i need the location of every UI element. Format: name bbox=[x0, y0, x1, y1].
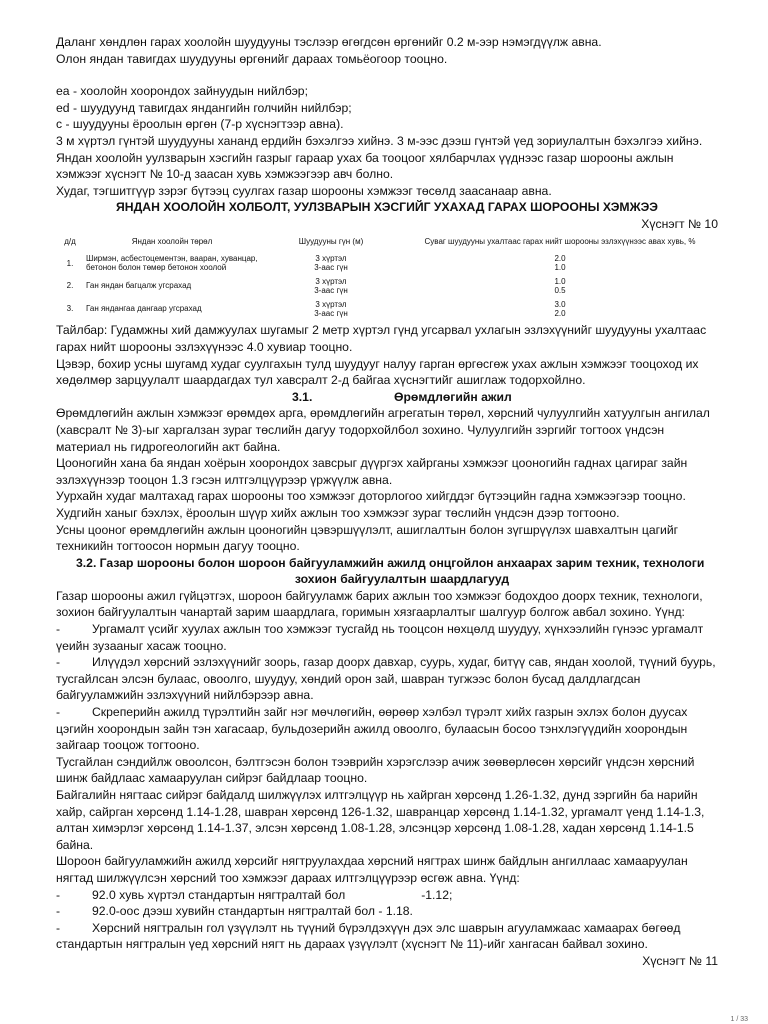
table-row bbox=[56, 298, 718, 321]
paragraph: Өрөмдлөгийн ажлын хэмжээг өрөмдөх арга, өрөмдлөгийн агрегатын төрөл, хөрсний чулуулгийн хатуулгын ангилал (хавсралт № 3)-ыг харгалзан зураг төслийн дагуу тодорхойлбол зохино. Чулуулгийн зэргийг тогтоох үндсэн материал нь гидрогеологийн акт байна. bbox=[56, 406, 710, 454]
section-number: 3.2. bbox=[76, 555, 97, 570]
list-dash: - bbox=[56, 920, 61, 935]
percent-value: 1.0 bbox=[554, 263, 566, 273]
table-number: Хүснэгт № 11 bbox=[642, 953, 718, 968]
definition-line: еа - хоолойн хоорондох зайнуудын нийлбэр; bbox=[56, 84, 308, 99]
intro-line: Олон яндан тавигдах шуудууны өргөнийг дараах томьёогоор тооцно. bbox=[56, 51, 448, 66]
spacer bbox=[56, 67, 718, 83]
list-dash: - bbox=[56, 887, 61, 902]
col-header-number: д/д bbox=[64, 236, 76, 246]
list-dash: - bbox=[56, 622, 61, 637]
paragraph: Тусгайлан сэндийлж овоолсон, бэлтгэсэн болон тээврийн хэрэгслээр ачиж зөөвөрлөсөн хөрсийг үндсэн хөрсний шинж байдлаас хамааруулан сийрэг байдлаар тооцно. bbox=[56, 754, 695, 786]
cell-depth bbox=[260, 252, 402, 275]
page-number: 1 / 33 bbox=[730, 1016, 748, 1023]
paragraph: Яндан хоолойн уулзварын хэсгийн газрыг гараар ухах ба тооцоог хялбарчлах үүднээс газар шорооны ажлын хэмжээг хүснэгт № 10-д заасан хувь хэмжээгээр авч болно. bbox=[56, 150, 674, 182]
section-heading-3-2 bbox=[56, 555, 718, 588]
paragraph: Уурхайн худаг малтахад гарах шорооны тоо хэмжээг доторлогоо хийгддэг бүтээцийн гадна хэмжээгээр тооцно. Худгийн ханыг бэхлэх, ёроолын шүүр хийх ажлын тоо хэмжээг зураг төслийн үндсэн дээр тогтооно. bbox=[56, 489, 686, 520]
depth-value: 3-аас гүн bbox=[314, 308, 348, 318]
paragraph: Шороон байгууламжийн ажилд хөрсийг нягтруулахдаа хөрсний нягтрах шинж байдлын ангиллаас хамааруулан нягтад шилжүүлсэн хөрсний тоо хэмжээг дараах илтгэлцүүрээр өсгөж авна. Үүнд: bbox=[56, 854, 688, 885]
table-row bbox=[56, 275, 718, 298]
table-title: ЯНДАН ХООЛОЙН ХОЛБОЛТ, УУЛЗВАРЫН ХЭСГИЙГ УХАХАД ГАРАХ ШОРООНЫ ХЭМЖЭЭ bbox=[116, 200, 658, 215]
col-header-depth: Шуудууны гүн (м) bbox=[298, 236, 364, 246]
cell-depth bbox=[260, 275, 402, 298]
note-paragraph: Цэвэр, бохир усны шугамд худаг суулгахын тулд шуудууг налуу гарган өргөсгөж ухах ажлын хэмжээг тооцоход их хөдөлмөр зарцуулалт шаардагдах тул хавсралт 2-д байгаа хүснэгтийг ашиглаж тодорхойлно. bbox=[56, 356, 699, 388]
depth-value: 3-аас гүн bbox=[314, 286, 348, 296]
depth-value: 3 хүртэл bbox=[315, 299, 347, 309]
list-item bbox=[56, 704, 718, 754]
table-number: Хүснэгт № 10 bbox=[641, 216, 718, 231]
col-header-percent: Суваг шуудууны ухалтаас гарах нийт шорооны эзлэхүүнээс авах хувь, % bbox=[424, 236, 696, 246]
section-title: Өрөмдлөгийн ажил bbox=[394, 389, 512, 404]
definition-line: еd - шуудуунд тавигдах яндангийн голчийн нийлбэр; bbox=[56, 100, 352, 115]
cell-number: 1. bbox=[66, 258, 74, 268]
list-item-text: Скреперийн ажилд түрэлтийн зайг нэг мөчлөгийн, өөрөөр хэлбэл түрэлт хийх газрын эхлэх болон дуусах цэгийн хоорондын зайн тэн хагасаар, бульдозерийн ажилд овоолго, булаасын босоо тэнхлэгүүдийн хоорондын зайгаар тооцож тогтооно. bbox=[56, 705, 688, 753]
soil-volume-table bbox=[56, 237, 718, 321]
cell-pipe-type: Ширмэн, асбестоцементэн, вааран, хуванцар, бетонон болон төмөр бетонон хоолой bbox=[86, 253, 258, 273]
list-item bbox=[56, 621, 718, 654]
table-header-row bbox=[56, 237, 718, 252]
cell-percent bbox=[402, 275, 718, 298]
list-dash: - bbox=[56, 904, 61, 919]
section-heading-3-1 bbox=[56, 389, 718, 406]
percent-value: 1.0 bbox=[554, 276, 566, 286]
percent-value: 3.0 bbox=[554, 299, 566, 309]
cell-percent bbox=[402, 252, 718, 275]
depth-value: 3 хүртэл bbox=[315, 253, 347, 263]
list-dash: - bbox=[56, 655, 61, 670]
section-number: 3.1. bbox=[292, 389, 313, 404]
cell-number: 2. bbox=[66, 281, 74, 291]
cell-percent bbox=[402, 298, 718, 321]
cell-number: 3. bbox=[66, 304, 74, 314]
paragraph: Усны цооног өрөмдлөгийн ажлын цооногийн цэвэршүүлэлт, ашиглалтын болон зүгшрүүлэх шавхалтын цагийг техникийн тогтоосон нормын дагуу тооцно. bbox=[56, 522, 679, 554]
percent-value: 2.0 bbox=[554, 308, 566, 318]
note-paragraph: Тайлбар: Гудамжны хий дамжуулах шугамыг 2 метр хүртэл гүнд угсарвал ухлагын эзлэхүүнийг шуудууны ухалтаас гарах нийт шорооны эзлэхүүнээс 4.0 хувиар тооцно. bbox=[56, 323, 707, 354]
section-title: Газар шорооны болон шороон байгууламжийн ажилд онцгойлон анхаарах зарим техник, технологи зохион байгуулалтын шаардлагууд bbox=[99, 555, 705, 587]
list-dash: - bbox=[56, 705, 61, 720]
cell-pipe-type: Ган яндан багцалж угсрахад bbox=[86, 281, 192, 291]
list-item-text: 92.0 хувь хүртэл стандартын нягтралтай бол bbox=[92, 887, 346, 902]
list-item-text: Илүүдэл хөрсний эзлэхүүнийг зоорь, газар доорх давхар, суурь, худаг, битүү сав, яндан хоолой, түүний буурь, тусгайлсан элсэн булаас, овоолго, шуудуу, хөндий орон зай, шавран тугжээс болон бусад далдлагдсан байгууламжийн эзлэхүүний нийлбэрээр авна. bbox=[56, 655, 716, 703]
list-item-text: Ургамалт үсийг хуулах ажлын тоо хэмжээг тусгайд нь тооцсон нөхцөлд шуудуу, хүнхээлийн гүнээс ургамалт үеийн зузааныг хасаж тооцно. bbox=[56, 622, 704, 653]
list-item bbox=[56, 654, 718, 704]
depth-value: 3-аас гүн bbox=[314, 263, 348, 273]
cell-depth bbox=[260, 298, 402, 321]
col-header-pipe-type: Яндан хоолойн төрөл bbox=[131, 236, 213, 246]
paragraph: Цооногийн хана ба яндан хоёрын хоорондох завсрыг дүүргэх хайрганы хэмжээг цооногийн гаднах цагираг зайн эзлэхүүнээр тооцон 1.3 гэсэн илтгэлцүүрээр үржүүлж авна. bbox=[56, 456, 688, 487]
list-item-value: -1.12; bbox=[421, 887, 453, 902]
paragraph: Байгалийн нягтаас сийрэг байдалд шилжүүлэх илтгэлцүүр нь хайрган хөрсөнд 1.26-1.32, дунд зэргийн ба нарийн хайр, сайрган хөрсөнд 1.14-1.28, шавран хөрсөнд 126-1.32, шавранцар хөрсөнд 1.14-1.32, ургамалт үенд 1.14-1.3, алтан химэрлэг хөрсөнд 1.14-1.37, элсэн хөрсөнд 1.08-1.28, элсэнцэр хөрсөнд 1.08-1.28, хадан хөрсөнд 1.14-1.5 байна. bbox=[56, 788, 705, 852]
percent-value: 2.0 bbox=[554, 253, 566, 263]
table-row bbox=[56, 252, 718, 275]
percent-value: 0.5 bbox=[554, 286, 566, 296]
list-item bbox=[56, 887, 718, 904]
intro-line: Даланг хөндлөн гарах хоолойн шуудууны тэслээр өгөгдсөн өргөнийг 0.2 м-ээр нэмэгдүүлж авна. bbox=[56, 35, 602, 49]
cell-pipe-type: Ган яндангаа дангаар угсрахад bbox=[86, 304, 202, 314]
definition-line: с - шуудууны ёроолын өргөн (7-р хүснэгтээр авна). bbox=[56, 117, 344, 132]
paragraph: Газар шорооны ажил гүйцэтгэх, шороон байгууламж барих ажлын тоо хэмжээг бодохдоо доорх техник, технологи, зохион байгуулалтын чанартай зарим шаардлага, горимын хязгаарлалтыг шалгуур болгож авбал зохино. Үүнд: bbox=[56, 588, 703, 620]
list-item bbox=[56, 920, 718, 953]
paragraph: Худаг, тэгшитгүүр зэрэг бүтээц суулгах газар шорооны хэмжээг төсөлд заасанаар авна. bbox=[56, 183, 552, 198]
paragraph: 3 м хүртэл гүнтэй шуудууны хананд ердийн бэхэлгээ хийнэ. 3 м-ээс дээш гүнтэй үед зориулалтын бэхэлгээ хийнэ. bbox=[56, 133, 703, 148]
depth-value: 3 хүртэл bbox=[315, 276, 347, 286]
list-item-text: 92.0-оос дээш хувийн стандартын нягтралтай бол - 1.18. bbox=[92, 904, 413, 919]
page-content bbox=[56, 34, 718, 970]
list-item bbox=[56, 903, 718, 920]
list-item-text: Хөрсний нягтралын гол үзүүлэлт нь түүний бүрэлдэхүүн дэх элс шаврын агууламжаас хамаарах бөгөөд стандартын нягтралын үед хөрсний нягт нь дараах үзүүлэлт (хүснэгт № 11)-ийг хангасан байвал зохино. bbox=[56, 920, 681, 952]
